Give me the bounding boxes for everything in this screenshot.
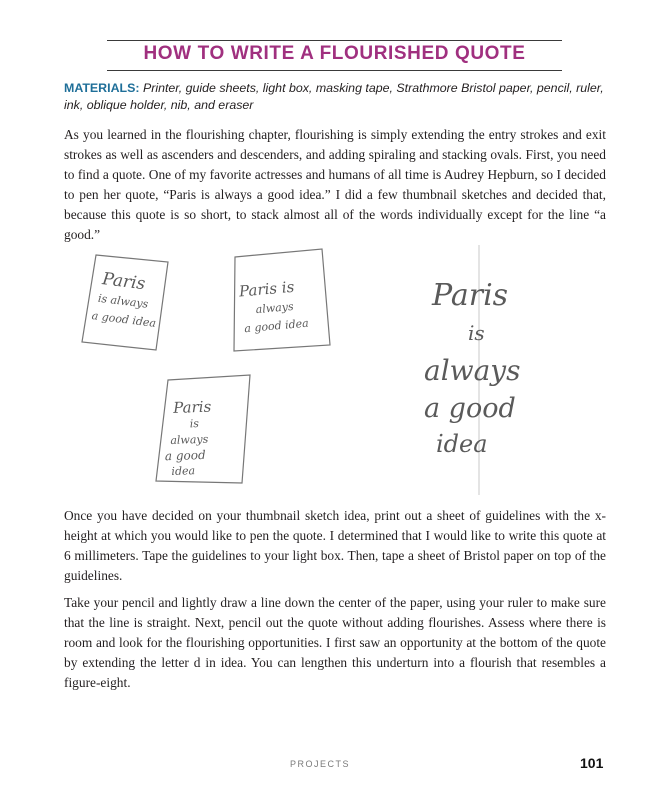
pencil-sketches	[60, 245, 600, 495]
thumb1-line-1: Paris	[101, 269, 147, 295]
thumb3-line-2: is	[189, 417, 200, 431]
thumb3-line-3: always	[170, 432, 209, 448]
materials-text: Printer, guide sheets, light box, masking tape, Strathmore Bristol paper, pencil, ruler, ink, oblique holder, nib, and eraser	[64, 81, 604, 112]
title-rule-bottom	[107, 70, 562, 71]
intro-paragraph: As you learned in the flourishing chapter, flourishing is simply extending the entry strokes and exit strokes as well as ascenders and descenders, and adding spiraling and stacking ovals. First, you need to find a quote. One of my favorite actresses and humans of all time is Audrey Hepburn, so I decided to pen her quote, “Paris is always a good idea.” I did a few thumbnail sketches and decided that, because this quote is so short, to stack almost all of the words individually except for the line “a good.”	[64, 127, 606, 242]
thumb3-line-1: Paris	[172, 397, 212, 417]
large-line-3: always	[424, 354, 521, 387]
thumb2-line-1: Paris is	[238, 277, 295, 301]
thumbnail-sketch-1	[82, 255, 168, 350]
page-number: 101	[580, 755, 604, 771]
thumb3-line-4: a good	[164, 447, 206, 464]
large-line-2: is	[468, 321, 485, 345]
thumb3-line-5: idea	[171, 464, 196, 479]
footer-section-label: PROJECTS	[290, 759, 351, 769]
thumb1-line-3: a good idea	[91, 309, 157, 330]
large-line-1: Paris	[432, 278, 509, 313]
pencil-paragraph: Take your pencil and lightly draw a line down the center of the paper, using your ruler to make sure that the line is straight. Next, pencil out the quote without adding flourishes. Assess where there is room and look for the flourishing opportunities. I first saw an opportunity at the bottom of the quote by extending the letter d in idea. You can lengthen this underturn into a flourish that resembles a figure-eight.	[64, 595, 606, 690]
thumb2-line-3: a good idea	[243, 316, 310, 336]
large-line-5: idea	[436, 430, 488, 458]
page-title: HOW TO WRITE A FLOURISHED QUOTE	[143, 43, 526, 64]
thumbnail-sketch-3	[156, 375, 250, 483]
large-quote-sketch	[424, 245, 521, 495]
title-rule-top	[107, 40, 562, 41]
materials-label: MATERIALS:	[64, 81, 140, 95]
guidelines-paragraph: Once you have decided on your thumbnail sketch idea, print out a sheet of guidelines with the x-height at which you would like to pen the quote. I determined that I would like to write this quote at 6 millimeters. Tape the guidelines to your light box. Then, tape a sheet of Bristol paper on top of the guidelines.	[64, 508, 606, 583]
thumb1-line-2: is always	[97, 291, 150, 311]
large-line-4: a good	[424, 393, 516, 424]
materials-list	[64, 80, 604, 114]
thumb2-line-2: always	[255, 299, 295, 317]
thumbnail-sketch-2	[234, 249, 330, 351]
